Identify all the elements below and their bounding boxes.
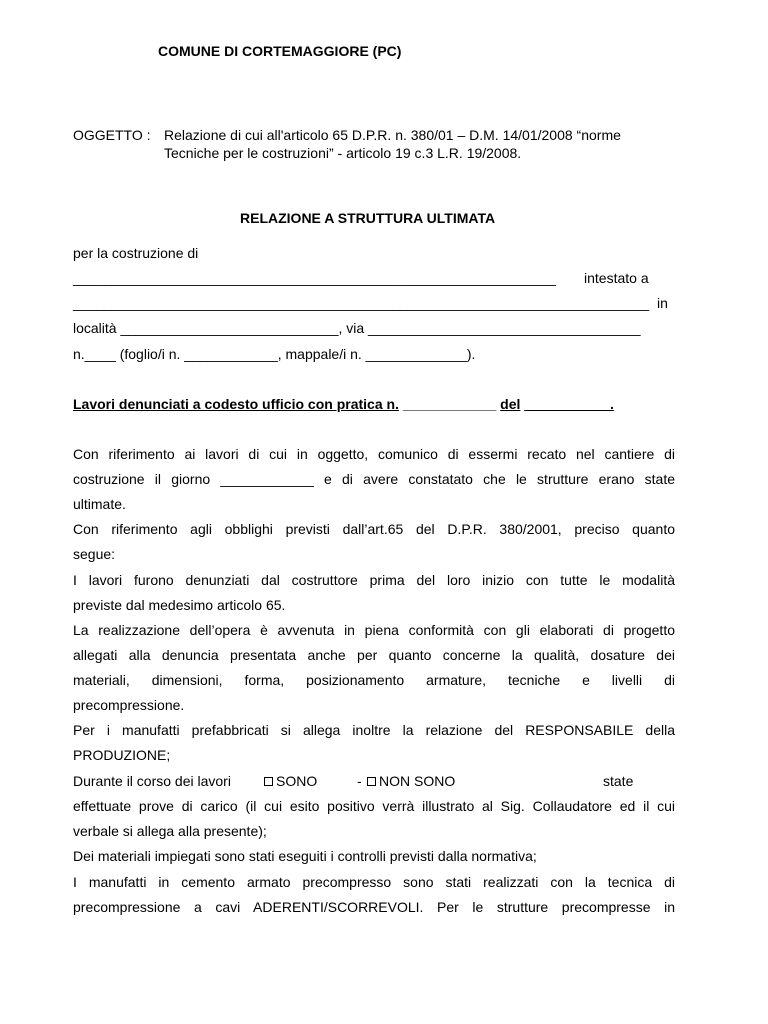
body-p1-l3: ultimate. [73,496,126,512]
body-p1-l1: Con riferimento ai lavori di cui in oggetto, comunico di essermi recato nel cantiere di [73,446,675,462]
body-p4-l2: allegati alla denuncia presentata anche per quanto concerne la qualità, dosature dei [73,647,675,663]
checkbox-sono[interactable] [264,777,273,786]
option-non-sono[interactable] [367,773,455,790]
body-p4-l1: La realizzazione dell’opera è avvenuta in piena conformità con gli elaborati di progetto [73,622,675,638]
subject-line-1: Relazione di cui all'articolo 65 D.P.R. n. 380/01 – D.M. 14/01/2008 “norme [164,127,621,143]
body-p6-l3: verbale si allega alla presente); [73,823,267,839]
subject-label: OGGETTO : [73,127,151,143]
checkbox-non-sono[interactable] [367,777,376,786]
body-p8-l1: I manufatti in cemento armato precompresso sono stati realizzati con la tecnica di [73,874,675,890]
load-test-suffix: state [603,773,634,789]
owner-label: intestato a [584,270,649,286]
cadastral-line: n.____ (foglio/i n. ____________, mappale/i n. _____________). [73,346,476,362]
lavori-line [73,396,614,413]
subject-line-2: Tecniche per le costruzioni” - articolo 19 c.3 L.R. 19/2008. [164,145,522,161]
body-p4-l4: precompressione. [73,697,185,713]
body-p3-l2: previste dal medesimo articolo 65. [73,597,286,613]
body-p5-l2: PRODUZIONE; [73,747,171,763]
option-separator: - [357,773,362,789]
owner-blank: __________________________________________________________________________ [73,295,650,311]
body-p5-l1: Per i manufatti prefabbricati si allega inoltre la relazione del RESPONSABILE della [73,722,675,738]
option-sono[interactable] [264,773,317,790]
body-p6-l2: effettuate prove di carico (il cui esito positivo verrà illustrato al Sig. Collaudatore ed il cui [73,798,675,814]
body-p7-l1: Dei materiali impiegati sono stati eseguiti i controlli previsti dalla normativa; [73,848,537,864]
municipality-header: COMUNE DI CORTEMAGGIORE (PC) [158,43,402,59]
body-p1-l2: costruzione il giorno ____________ e di avere constatato che le strutture erano state [73,471,675,487]
lavori-number-blank: ____________ [402,396,497,412]
construction-line: per la costruzione di [73,245,199,261]
lavori-date-blank: ___________. [524,396,614,412]
option-non-sono-label: NON SONO [379,773,456,789]
body-p3-l1: I lavori furono denunziati dal costruttore prima del loro inizio con tutte le modalità [73,572,675,588]
construction-blank: ______________________________________________________________ [73,270,556,286]
body-p8-l2: precompressione a cavi ADERENTI/SCORREVOLI. Per le strutture precompresse in [73,899,675,915]
in-label: in [657,295,668,311]
location-line: località ____________________________, via ___________________________________ [73,320,641,336]
option-sono-label: SONO [276,773,318,789]
lavori-del: del [500,396,521,412]
document-title: RELAZIONE A STRUTTURA ULTIMATA [240,210,496,226]
lavori-prefix: Lavori denunciati a codesto ufficio con pratica n. [73,396,399,412]
body-p2-l2: segue: [73,546,116,562]
body-p4-l3: materiali, dimensioni, forma, posizionamento armature, tecniche e livelli di [73,672,675,688]
body-p2-l1: Con riferimento agli obblighi previsti dall’art.65 del D.P.R. 380/2001, preciso quanto [73,521,675,537]
load-test-prefix: Durante il corso dei lavori [73,773,231,789]
